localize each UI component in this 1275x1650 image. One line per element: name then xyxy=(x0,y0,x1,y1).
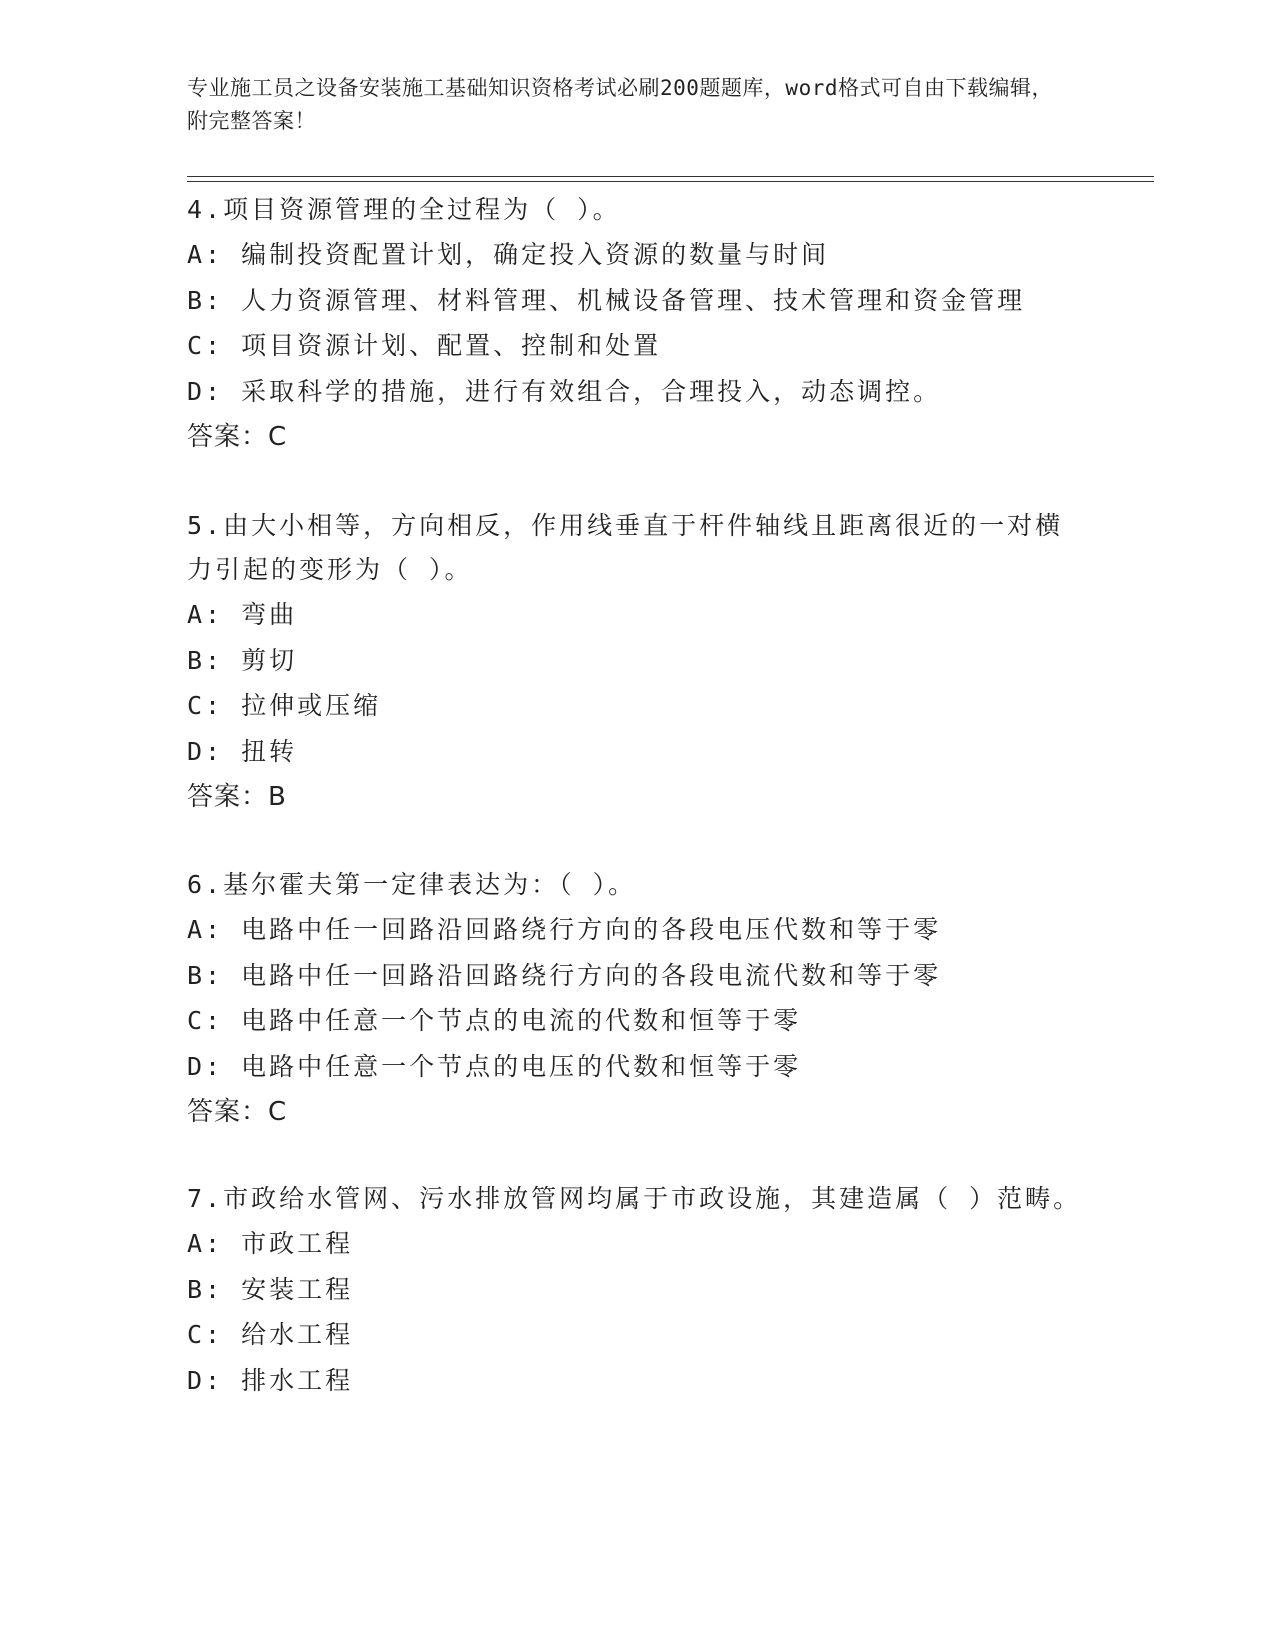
option-c: C: 项目资源计划、配置、控制和处置 xyxy=(187,331,662,360)
option-d: D: 采取科学的措施，进行有效组合，合理投入，动态调控。 xyxy=(187,376,942,406)
answer-label: 答案：C xyxy=(187,422,288,452)
question-stem: 7.市政给水管网、污水排放管网均属于市政设施，其建造属（ ）范畴。 xyxy=(187,1184,1082,1213)
option-b: B: 电路中任一回路沿回路绕行方向的各段电流代数和等于零 xyxy=(187,960,942,990)
option-a: A: 电路中任一回路沿回路绕行方向的各段电压代数和等于零 xyxy=(187,915,942,944)
option-a: A: 编制投资配置计划，确定投入资源的数量与时间 xyxy=(187,240,830,269)
answer-label: 答案：C xyxy=(187,1097,288,1127)
option-c: C: 给水工程 xyxy=(187,1320,354,1349)
option-d: D: 排水工程 xyxy=(187,1365,354,1395)
option-d: D: 扭转 xyxy=(187,736,298,766)
option-d: D: 电路中任意一个节点的电压的代数和恒等于零 xyxy=(187,1051,802,1081)
option-b: B: 剪切 xyxy=(187,645,298,675)
answer-label: 答案：B xyxy=(187,782,287,812)
question-list xyxy=(187,188,1087,1444)
question-7 xyxy=(187,1177,1087,1403)
option-c: C: 拉伸或压缩 xyxy=(187,691,382,720)
question-6 xyxy=(187,863,1087,1135)
option-b: B: 安装工程 xyxy=(187,1274,354,1304)
question-5 xyxy=(187,504,1087,820)
document-header: 专业施工员之设备安装施工基础知识资格考试必刷200题题库，word格式可自由下载编辑，附完整答案！ xyxy=(187,76,1053,133)
header-divider-top xyxy=(187,176,1154,177)
question-4 xyxy=(187,188,1087,460)
option-a: A: 弯曲 xyxy=(187,600,298,629)
option-b: B: 人力资源管理、材料管理、机械设备管理、技术管理和资金管理 xyxy=(187,285,1026,315)
header-divider-bottom xyxy=(187,181,1154,182)
question-stem: 6.基尔霍夫第一定律表达为：（ ）。 xyxy=(187,870,637,899)
question-stem: 5.由大小相等，方向相反，作用线垂直于杆件轴线且距离很近的一对横力引起的变形为（ ）。 xyxy=(187,511,1064,584)
option-c: C: 电路中任意一个节点的电流的代数和恒等于零 xyxy=(187,1006,802,1035)
question-stem: 4.项目资源管理的全过程为（ ）。 xyxy=(187,195,621,224)
option-a: A: 市政工程 xyxy=(187,1229,354,1258)
